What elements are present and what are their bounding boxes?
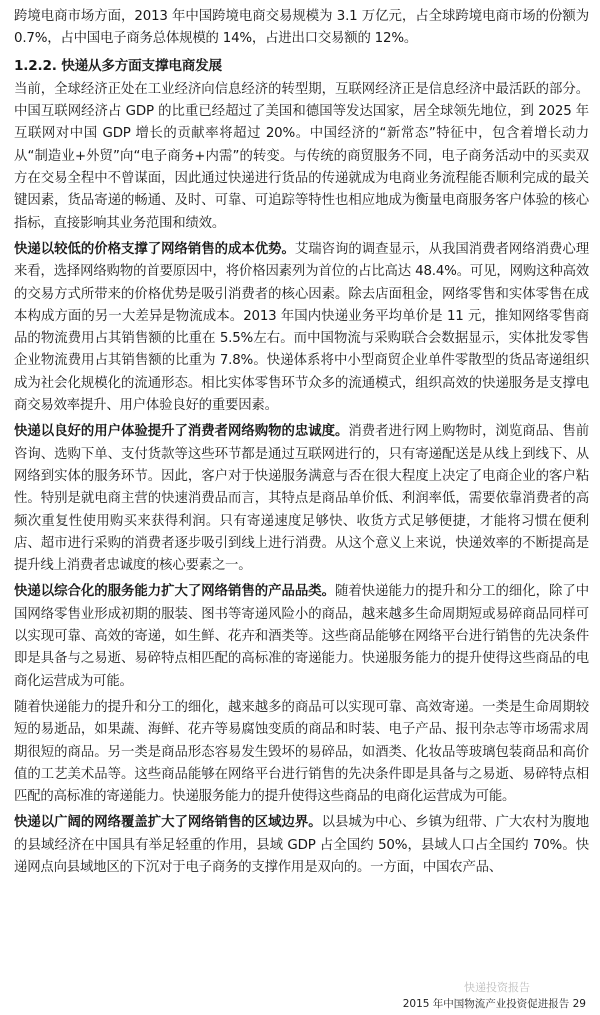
lead-network-coverage: 快递以广阔的网络覆盖扩大了网络销售的区域边界。 — [14, 815, 322, 831]
paragraph-user-experience — [14, 421, 589, 577]
paragraph-price-advantage — [14, 239, 589, 417]
paragraph-product-categories — [14, 581, 589, 692]
body-network-coverage: 以县城为中心、乡镇为纽带、广大农村为腹地的县域经济在中国具有举足轻重的作用，县域 GDP 占全国约 50%，县域人口占全国约 70%。快递网点向县域地区的下沉对于电子商务的支撑作用是双向的。一方面，中国农产品、 — [14, 815, 589, 875]
document-body — [14, 6, 589, 883]
paragraph-cross-border: 跨境电商市场方面，2013 年中国跨境电商交易规模为 3.1 万亿元，占全球跨境电商市场的份额为 0.7%，占中国电子商务总体规模的 14%，占进出口交易额的 12%。 — [14, 9, 589, 47]
paragraph-network-coverage — [14, 812, 589, 879]
paragraph-overview: 当前，全球经济正处在工业经济向信息经济的转型期，互联网经济正是信息经济中最活跃的部分。中国互联网经济占 GDP 的比重已经超过了美国和德国等发达国家，居全球领先地位，到 2025 年互联网对中国 GDP 增长的贡献率将超过 20%。中国经济的“新常态”特征中，包含着增长动力从“制造业+外贸”向“电子商务+内需”的转变。与传统的商贸服务不同，电子商务活动中的买卖双方在交易全程中不曾谋面，因此通过快递进行货品的传递就成为电商业务流程能否顺利完成的最关键因素，货品寄递的畅通、及时、可靠、可追踪等特性也相应地成为衡量电商服务客户体验的核心指标，直接影响其业务范围和绩效。 — [14, 81, 589, 231]
section-heading: 1.2.2. 快递从多方面支撑电商发展 — [14, 57, 222, 74]
lead-user-experience: 快递以良好的用户体验提升了消费者网络购物的忠诚度。 — [14, 424, 349, 440]
body-price-advantage: 艾瑞咨询的调查显示，从我国消费者网络消费心理来看，选择网络购物的首要原因中，将价格因素列为首位的占比高达 48.4%。可见，网购这种高效的交易方式所带来的价格优势是吸引消费者的核心因素。除去店面租金，网络零售和实体零售在成本构成方面的另一大差异是物流成本。2013 年国内快递业务平均单价是 11 元，推知网络零售商品的物流费用占其销售额的比重在 5.5%左右。而中国物流与采购联合会数据显示，实体批发零售企业物流费用占其销售额的比重为 7.8%。快递体系将中小型商贸企业单件零散型的货品寄递组织成为社会化规模化的流通形态。相比实体零售环节众多的流通模式，组织高效的快递服务是支撑电商交易效率提升、用户体验良好的重要因素。 — [14, 241, 589, 414]
watermark: 快递投资报告 — [464, 981, 530, 994]
page-footer: 2015 年中国物流产业投资促进报告 29 — [402, 998, 586, 1010]
lead-price-advantage: 快递以较低的价格支撑了网络销售的成本优势。 — [14, 241, 295, 257]
body-product-categories: 随着快递能力的提升和分工的细化，除了中国网络零售业形成初期的服装、图书等寄递风险小的商品，越来越多生命周期短或易碎商品同样可以实现可靠、高效的寄递，如生鲜、花卉和酒类等。这些商品能够在网络平台进行销售的先决条件即是具备与之易逝、易碎特点相匹配的高标准的寄递能力。快递服务能力的提升使得这些商品的电商化运营成为可能。 — [14, 584, 589, 689]
paragraph-perishables: 随着快递能力的提升和分工的细化，越来越多的商品可以实现可靠、高效寄递。一类是生命周期较短的易逝品，如果蔬、海鲜、花卉等易腐蚀变质的商品和时装、电子产品、报刊杂志等市场需求周期很短的商品。另一类是商品形态容易发生毁坏的易碎品，如酒类、化妆品等玻璃包装商品和高价值的工艺美术品等。这些商品能够在网络平台进行销售的先决条件即是具备与之易逝、易碎特点相匹配的高标准的寄递能力。快递服务能力的提升使得这些商品的电商化运营成为可能。 — [14, 699, 589, 805]
body-user-experience: 消费者进行网上购物时，浏览商品、售前咨询、选购下单、支付货款等这些环节都是通过互联网进行的，只有寄递配送是从线上到线下、从网络到实体的服务环节。因此，客户对于快递服务满意与否在很大程度上决定了电商企业的客户粘性。特别是就电商主营的快速消费品而言，其特点是商品单价低、利润率低，需要依靠消费者的高频次重复性使用购买来获得利润。只有寄递速度足够快、收货方式足够便捷，才能将习惯在便利店、超市进行采购的消费者逐步吸引到线上进行消费。从这个意义上来说，快递效率的不断提高是提升线上消费者忠诚度的核心要素之一。 — [14, 424, 589, 574]
lead-product-categories: 快递以综合化的服务能力扩大了网络销售的产品品类。 — [14, 584, 336, 600]
